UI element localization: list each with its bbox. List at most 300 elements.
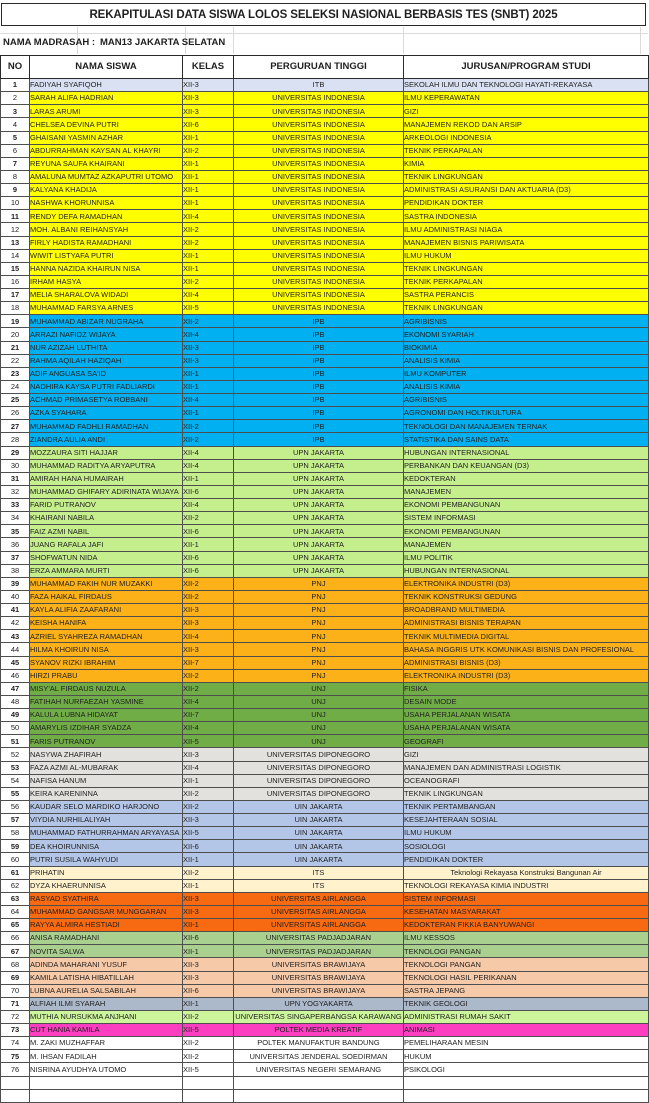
cell-kelas: XII-2	[183, 669, 234, 682]
cell-kelas: XII-1	[183, 157, 234, 170]
cell-nama-siswa: FIRLY HADISTA RAMADHANI	[30, 236, 183, 249]
table-row	[1, 538, 649, 551]
cell-kelas: XII-4	[183, 499, 234, 512]
cell-kelas: XII-1	[183, 249, 234, 262]
table-row	[1, 1076, 649, 1089]
table-row	[1, 866, 649, 879]
table-row	[1, 197, 649, 210]
cell-nama-siswa: MUHAMMAD FAKIH NUR MUZAKKI	[30, 577, 183, 590]
cell-perguruan-tinggi: IPB	[234, 328, 404, 341]
cell-nama-siswa: LARAS ARUMI	[30, 105, 183, 118]
cell-kelas: XII-2	[183, 1050, 234, 1063]
cell-nama-siswa: ERZA AMMARA MURTI	[30, 564, 183, 577]
cell-perguruan-tinggi: ITB	[234, 79, 404, 92]
cell-perguruan-tinggi: UNIVERSITAS DIPONEGORO	[234, 748, 404, 761]
cell-nama-siswa: SARAH ALIFA HADRIAN	[30, 92, 183, 105]
cell-no: 59	[1, 840, 30, 853]
cell-perguruan-tinggi: UNIVERSITAS INDONESIA	[234, 262, 404, 275]
cell-kelas: XII-6	[183, 564, 234, 577]
cell-jurusan: FISIKA	[404, 682, 649, 695]
cell-no: 73	[1, 1024, 30, 1037]
cell-perguruan-tinggi: UIN JAKARTA	[234, 827, 404, 840]
cell-no: 65	[1, 919, 30, 932]
cell-kelas: XII-1	[183, 184, 234, 197]
page-title: REKAPITULASI DATA SISWA LOLOS SELEKSI NASIONAL BERBASIS TES (SNBT) 2025	[1, 3, 646, 26]
cell-perguruan-tinggi: UPN JAKARTA	[234, 459, 404, 472]
cell-kelas: XII-2	[183, 682, 234, 695]
cell-perguruan-tinggi: UNIVERSITAS BRAWIJAYA	[234, 958, 404, 971]
cell-jurusan: PERBANKAN DAN KEUANGAN (D3)	[404, 459, 649, 472]
cell-perguruan-tinggi: UPN JAKARTA	[234, 551, 404, 564]
cell-kelas: XII-3	[183, 105, 234, 118]
table-row	[1, 354, 649, 367]
cell-nama-siswa: SHOFWATUN NIDA	[30, 551, 183, 564]
cell-no: 46	[1, 669, 30, 682]
cell-jurusan: SASTRA INDONESIA	[404, 210, 649, 223]
table-row	[1, 695, 649, 708]
cell-no	[1, 1089, 30, 1102]
cell-perguruan-tinggi: IPB	[234, 367, 404, 380]
cell-jurusan: HUKUM	[404, 1050, 649, 1063]
cell-nama-siswa: NASYWA ZHAFIRAH	[30, 748, 183, 761]
cell-perguruan-tinggi: IPB	[234, 394, 404, 407]
cell-perguruan-tinggi: UNIVERSITAS PADJADJARAN	[234, 932, 404, 945]
cell-no: 9	[1, 184, 30, 197]
cell-kelas: XII-3	[183, 341, 234, 354]
madrasah-value: MAN13 JAKARTA SELATAN	[100, 37, 226, 48]
cell-jurusan: AGRONOMI DAN HOLTIKULTURA	[404, 407, 649, 420]
cell-kelas: XII-6	[183, 840, 234, 853]
table-row	[1, 394, 649, 407]
cell-no: 54	[1, 774, 30, 787]
cell-jurusan: TEKNIK PERKAPALAN	[404, 144, 649, 157]
cell-no: 2	[1, 92, 30, 105]
table-row	[1, 840, 649, 853]
cell-perguruan-tinggi: PNJ	[234, 669, 404, 682]
cell-no: 11	[1, 210, 30, 223]
cell-jurusan: TEKNIK LINGKUNGAN	[404, 787, 649, 800]
cell-perguruan-tinggi: UNIVERSITAS SINGAPERBANGSA KARAWANG	[234, 1010, 404, 1023]
cell-no: 68	[1, 958, 30, 971]
cell-nama-siswa: NOVITA SALWA	[30, 945, 183, 958]
cell-jurusan: ILMU HUKUM	[404, 827, 649, 840]
cell-nama-siswa: FAZA HAIKAL FIRDAUS	[30, 590, 183, 603]
cell-kelas: XII-3	[183, 643, 234, 656]
table-row	[1, 590, 649, 603]
cell-jurusan: ILMU HUKUM	[404, 249, 649, 262]
cell-kelas: XII-2	[183, 275, 234, 288]
cell-perguruan-tinggi: UNIVERSITAS BRAWIJAYA	[234, 971, 404, 984]
cell-nama-siswa: MUHAMMAD ABIZAR NUGRAHA	[30, 315, 183, 328]
cell-no: 4	[1, 118, 30, 131]
table-row	[1, 485, 649, 498]
cell-jurusan: EKONOMI PEMBANGUNAN	[404, 525, 649, 538]
cell-jurusan: ELEKTRONIKA INDUSTRI (D3)	[404, 577, 649, 590]
table-row	[1, 499, 649, 512]
table-row	[1, 131, 649, 144]
table-row	[1, 92, 649, 105]
cell-perguruan-tinggi: UNIVERSITAS INDONESIA	[234, 170, 404, 183]
cell-no: 51	[1, 735, 30, 748]
cell-jurusan: ILMU KOMPUTER	[404, 367, 649, 380]
cell-nama-siswa: MUTHIA NURSUKMA ANJHANI	[30, 1010, 183, 1023]
cell-jurusan: BAHASA INGGRIS UTK KOMUNIKASI BISNIS DAN PROFESIONAL	[404, 643, 649, 656]
cell-perguruan-tinggi: UNIVERSITAS INDONESIA	[234, 118, 404, 131]
cell-nama-siswa: IRHAM HASYA	[30, 275, 183, 288]
cell-nama-siswa: FAIZ AZMI NABIL	[30, 525, 183, 538]
table-row	[1, 1024, 649, 1037]
table-row	[1, 105, 649, 118]
cell-nama-siswa: ALFIAH ILMI SYARAH	[30, 997, 183, 1010]
cell-perguruan-tinggi: UIN JAKARTA	[234, 814, 404, 827]
cell-no: 32	[1, 485, 30, 498]
table-row	[1, 919, 649, 932]
cell-jurusan: ELEKTRONIKA INDUSTRI (D3)	[404, 669, 649, 682]
cell-no: 12	[1, 223, 30, 236]
cell-nama-siswa: AZRIEL SYAHREZA RAMADHAN	[30, 630, 183, 643]
cell-perguruan-tinggi: UNIVERSITAS INDONESIA	[234, 210, 404, 223]
cell-kelas: XII-4	[183, 394, 234, 407]
cell-no: 20	[1, 328, 30, 341]
table-row	[1, 669, 649, 682]
cell-perguruan-tinggi: UPN JAKARTA	[234, 485, 404, 498]
cell-no: 64	[1, 905, 30, 918]
cell-jurusan: HUBUNGAN INTERNASIONAL	[404, 446, 649, 459]
cell-nama-siswa: FADIYAH SYAFIQOH	[30, 79, 183, 92]
cell-no: 37	[1, 551, 30, 564]
cell-kelas: XII-4	[183, 761, 234, 774]
cell-jurusan	[404, 1076, 649, 1089]
cell-kelas: XII-6	[183, 551, 234, 564]
cell-no: 30	[1, 459, 30, 472]
cell-perguruan-tinggi: IPB	[234, 407, 404, 420]
cell-nama-siswa: NISRINA AYUDHYA UTOMO	[30, 1063, 183, 1076]
cell-nama-siswa: KAMILA LATISHA HIBATILLAH	[30, 971, 183, 984]
table-row	[1, 827, 649, 840]
table-row	[1, 433, 649, 446]
cell-perguruan-tinggi: UNIVERSITAS INDONESIA	[234, 157, 404, 170]
student-table-body	[1, 79, 649, 1103]
cell-perguruan-tinggi: PNJ	[234, 617, 404, 630]
cell-nama-siswa: LUBNA AURELIA SALSABILAH	[30, 984, 183, 997]
table-row	[1, 853, 649, 866]
cell-nama-siswa: GHAISANI YASMIN AZHAR	[30, 131, 183, 144]
cell-no: 52	[1, 748, 30, 761]
table-row	[1, 800, 649, 813]
cell-jurusan: TEKNIK KONSTRUKSI GEDUNG	[404, 590, 649, 603]
cell-jurusan: TEKNOLOGI HASIL PERIKANAN	[404, 971, 649, 984]
cell-nama-siswa: MUHAMMAD FARSYA ARNES	[30, 302, 183, 315]
cell-no: 41	[1, 604, 30, 617]
cell-no: 76	[1, 1063, 30, 1076]
cell-no: 53	[1, 761, 30, 774]
cell-kelas: XII-2	[183, 866, 234, 879]
cell-jurusan: KESEHATAN MASYARAKAT	[404, 905, 649, 918]
cell-nama-siswa: DYZA KHAERUNNISA	[30, 879, 183, 892]
cell-nama-siswa: FARIS PUTRANOV	[30, 735, 183, 748]
table-row	[1, 262, 649, 275]
cell-jurusan: KEDOKTERAN FIKKIA BANYUWANGI	[404, 919, 649, 932]
cell-kelas	[183, 1076, 234, 1089]
cell-nama-siswa: AMIRAH HANA HUMAIRAH	[30, 472, 183, 485]
cell-perguruan-tinggi: UNIVERSITAS INDONESIA	[234, 275, 404, 288]
cell-nama-siswa: ABDURRAHMAN KAYSAN AL KHAYRI	[30, 144, 183, 157]
cell-jurusan: TEKNIK LINGKUNGAN	[404, 170, 649, 183]
table-row	[1, 367, 649, 380]
table-row	[1, 958, 649, 971]
cell-nama-siswa: ADIF ANGUASA SA'ID	[30, 367, 183, 380]
cell-kelas: XII-3	[183, 905, 234, 918]
cell-perguruan-tinggi: PNJ	[234, 643, 404, 656]
cell-nama-siswa: MELIA SHARALOVA WIDADI	[30, 289, 183, 302]
table-row	[1, 1063, 649, 1076]
cell-nama-siswa: MOZZAURA SITI HAJJAR	[30, 446, 183, 459]
cell-perguruan-tinggi: UNIVERSITAS AIRLANGGA	[234, 919, 404, 932]
cell-no: 47	[1, 682, 30, 695]
cell-no: 50	[1, 722, 30, 735]
cell-jurusan: ILMU KESSOS	[404, 932, 649, 945]
cell-nama-siswa: KALYANA KHADIJA	[30, 184, 183, 197]
cell-kelas: XII-2	[183, 223, 234, 236]
header-jurusan: JURUSAN/PROGRAM STUDI	[404, 56, 649, 79]
cell-jurusan: KEDOKTERAN	[404, 472, 649, 485]
cell-jurusan: Teknologi Rekayasa Konstruksi Bangunan Air	[404, 866, 649, 879]
cell-no: 14	[1, 249, 30, 262]
cell-perguruan-tinggi: UPN JAKARTA	[234, 525, 404, 538]
cell-perguruan-tinggi: UPN JAKARTA	[234, 564, 404, 577]
cell-kelas: XII-6	[183, 984, 234, 997]
cell-jurusan: USAHA PERJALANAN WISATA	[404, 709, 649, 722]
cell-nama-siswa: ANISA RAMADHANI	[30, 932, 183, 945]
cell-kelas: XII-4	[183, 210, 234, 223]
cell-kelas: XII-6	[183, 118, 234, 131]
table-row	[1, 184, 649, 197]
cell-kelas: XII-1	[183, 997, 234, 1010]
cell-jurusan: ILMU POLITIK	[404, 551, 649, 564]
madrasah-label: NAMA MADRASAH :	[3, 37, 95, 48]
cell-no: 21	[1, 341, 30, 354]
cell-kelas: XII-1	[183, 367, 234, 380]
cell-nama-siswa: MUHAMMAD GANGSAR MUNGGARAN	[30, 905, 183, 918]
cell-nama-siswa: MUHAMMAD RADITYA ARYAPUTRA	[30, 459, 183, 472]
cell-nama-siswa: HILMA KHOIRUN NISA	[30, 643, 183, 656]
table-row	[1, 551, 649, 564]
cell-jurusan: TEKNIK LINGKUNGAN	[404, 262, 649, 275]
cell-kelas: XII-6	[183, 485, 234, 498]
cell-no: 71	[1, 997, 30, 1010]
student-table	[0, 55, 649, 1103]
cell-nama-siswa: DEA KHOIRUNNISA	[30, 840, 183, 853]
cell-jurusan: ADMINISTRASI BISNIS (D3)	[404, 656, 649, 669]
cell-nama-siswa: JUANG RAFALA JAFI	[30, 538, 183, 551]
cell-perguruan-tinggi: UNIVERSITAS AIRLANGGA	[234, 892, 404, 905]
cell-kelas: XII-1	[183, 131, 234, 144]
table-row	[1, 420, 649, 433]
cell-perguruan-tinggi: IPB	[234, 433, 404, 446]
cell-no: 70	[1, 984, 30, 997]
cell-perguruan-tinggi: UNIVERSITAS INDONESIA	[234, 144, 404, 157]
cell-kelas: XII-3	[183, 92, 234, 105]
cell-nama-siswa: MUHAMMAD FATHURRAHMAN ARYAYASA	[30, 827, 183, 840]
cell-perguruan-tinggi: UNIVERSITAS INDONESIA	[234, 289, 404, 302]
cell-nama-siswa: KAUDAR SELO MARDIKO HARJONO	[30, 800, 183, 813]
cell-nama-siswa: PUTRI SUSILA WAHYUDI	[30, 853, 183, 866]
cell-kelas: XII-3	[183, 971, 234, 984]
cell-jurusan: ADMINISTRASI RUMAH SAKIT	[404, 1010, 649, 1023]
cell-jurusan: GIZI	[404, 748, 649, 761]
cell-kelas: XII-4	[183, 695, 234, 708]
cell-nama-siswa: KEISHA HANIFA	[30, 617, 183, 630]
cell-nama-siswa: HANNA NAZIDA KHAIRUN NISA	[30, 262, 183, 275]
cell-no: 66	[1, 932, 30, 945]
cell-no: 55	[1, 787, 30, 800]
cell-kelas: XII-1	[183, 538, 234, 551]
cell-nama-siswa: FAZA AZMI AL-MUBARAK	[30, 761, 183, 774]
cell-jurusan: ILMU KEPERAWATAN	[404, 92, 649, 105]
table-row	[1, 656, 649, 669]
cell-kelas: XII-1	[183, 774, 234, 787]
cell-no: 56	[1, 800, 30, 813]
cell-perguruan-tinggi: UPN JAKARTA	[234, 472, 404, 485]
cell-kelas: XII-3	[183, 79, 234, 92]
cell-no: 67	[1, 945, 30, 958]
cell-kelas: XII-2	[183, 433, 234, 446]
cell-kelas: XII-2	[183, 577, 234, 590]
cell-kelas: XII-4	[183, 328, 234, 341]
cell-no: 74	[1, 1037, 30, 1050]
table-row	[1, 735, 649, 748]
table-row	[1, 630, 649, 643]
cell-nama-siswa: CHELSEA DEVINA PUTRI	[30, 118, 183, 131]
cell-no: 43	[1, 630, 30, 643]
cell-kelas: XII-1	[183, 853, 234, 866]
table-row	[1, 577, 649, 590]
table-row	[1, 1037, 649, 1050]
cell-no: 28	[1, 433, 30, 446]
cell-jurusan: MANAJEMEN BISNIS PARIWISATA	[404, 236, 649, 249]
cell-nama-siswa: KEIRA KARENINNA	[30, 787, 183, 800]
cell-perguruan-tinggi: UNIVERSITAS PADJADJARAN	[234, 945, 404, 958]
cell-kelas: XII-3	[183, 748, 234, 761]
table-row	[1, 1089, 649, 1102]
cell-nama-siswa: AMARYLIS IZDIHAR SYADZA	[30, 722, 183, 735]
cell-kelas: XII-1	[183, 879, 234, 892]
table-row	[1, 512, 649, 525]
cell-nama-siswa: WIWIT LISTYAFA PUTRI	[30, 249, 183, 262]
cell-perguruan-tinggi	[234, 1076, 404, 1089]
table-row	[1, 525, 649, 538]
cell-kelas	[183, 1089, 234, 1102]
cell-nama-siswa: ADINDA MAHARANI YUSUF	[30, 958, 183, 971]
cell-no: 18	[1, 302, 30, 315]
cell-nama-siswa: FATIHAH NURFAEZAH YASMINE	[30, 695, 183, 708]
cell-kelas: XII-5	[183, 735, 234, 748]
cell-jurusan: BROADBRAND MULTIMEDIA	[404, 604, 649, 617]
cell-nama-siswa: SYANOV RIZKI IBRAHIM	[30, 656, 183, 669]
cell-jurusan: KESEJAHTERAAN SOSIAL	[404, 814, 649, 827]
cell-perguruan-tinggi: ITS	[234, 866, 404, 879]
cell-no: 6	[1, 144, 30, 157]
table-row	[1, 643, 649, 656]
cell-perguruan-tinggi: PNJ	[234, 656, 404, 669]
table-row	[1, 682, 649, 695]
cell-jurusan: GEOGRAFI	[404, 735, 649, 748]
cell-nama-siswa	[30, 1089, 183, 1102]
cell-perguruan-tinggi: UNIVERSITAS INDONESIA	[234, 236, 404, 249]
cell-jurusan: TEKNOLOGI PANGAN	[404, 945, 649, 958]
cell-no: 3	[1, 105, 30, 118]
cell-jurusan: PENDIDIKAN DOKTER	[404, 853, 649, 866]
cell-perguruan-tinggi: UNIVERSITAS BRAWIJAYA	[234, 984, 404, 997]
cell-kelas: XII-2	[183, 800, 234, 813]
cell-perguruan-tinggi: UNIVERSITAS INDONESIA	[234, 184, 404, 197]
table-row	[1, 905, 649, 918]
cell-jurusan: EKONOMI SYARIAH	[404, 328, 649, 341]
cell-nama-siswa: HIRZI PRABU	[30, 669, 183, 682]
cell-nama-siswa: MUHAMMAD FADHLI RAMADHAN	[30, 420, 183, 433]
cell-no: 39	[1, 577, 30, 590]
cell-no: 23	[1, 367, 30, 380]
cell-no: 17	[1, 289, 30, 302]
cell-no: 61	[1, 866, 30, 879]
cell-no: 8	[1, 170, 30, 183]
table-row	[1, 157, 649, 170]
cell-perguruan-tinggi	[234, 1089, 404, 1102]
cell-no: 35	[1, 525, 30, 538]
cell-no: 16	[1, 275, 30, 288]
cell-jurusan: PSIKOLOGI	[404, 1063, 649, 1076]
cell-kelas: XII-3	[183, 604, 234, 617]
cell-no: 57	[1, 814, 30, 827]
cell-kelas: XII-5	[183, 302, 234, 315]
table-row	[1, 328, 649, 341]
cell-nama-siswa: KHAIRANI NABILA	[30, 512, 183, 525]
cell-jurusan: PENDIDIKAN DOKTER	[404, 197, 649, 210]
cell-jurusan: KIMIA	[404, 157, 649, 170]
cell-jurusan: ANALISIS KIMIA	[404, 354, 649, 367]
cell-jurusan: MANAJEMEN DAN ADMINISTRASI LOGISTIK	[404, 761, 649, 774]
cell-perguruan-tinggi: UNJ	[234, 709, 404, 722]
header-perguruan-tinggi: PERGURUAN TINGGI	[234, 56, 404, 79]
cell-jurusan: OCEANOGRAFI	[404, 774, 649, 787]
cell-no: 10	[1, 197, 30, 210]
cell-kelas: XII-1	[183, 407, 234, 420]
cell-perguruan-tinggi: UNIVERSITAS AIRLANGGA	[234, 905, 404, 918]
cell-no: 62	[1, 879, 30, 892]
cell-no: 25	[1, 394, 30, 407]
cell-kelas: XII-2	[183, 1010, 234, 1023]
header-kelas: KELAS	[183, 56, 234, 79]
cell-kelas: XII-3	[183, 617, 234, 630]
cell-perguruan-tinggi: POLTEK MEDIA KREATIF	[234, 1024, 404, 1037]
cell-no: 69	[1, 971, 30, 984]
cell-perguruan-tinggi: UPN JAKARTA	[234, 512, 404, 525]
cell-jurusan: TEKNOLOGI PANGAN	[404, 958, 649, 971]
table-row	[1, 722, 649, 735]
cell-no: 27	[1, 420, 30, 433]
cell-no: 15	[1, 262, 30, 275]
table-row	[1, 289, 649, 302]
cell-jurusan: SISTEM INFORMASI	[404, 512, 649, 525]
cell-jurusan: TEKNOLOGI DAN MANAJEMEN TERNAK	[404, 420, 649, 433]
cell-perguruan-tinggi: PNJ	[234, 590, 404, 603]
table-row	[1, 170, 649, 183]
cell-no: 29	[1, 446, 30, 459]
cell-nama-siswa: FARID PUTRANOV	[30, 499, 183, 512]
table-row	[1, 814, 649, 827]
cell-kelas: XII-4	[183, 459, 234, 472]
table-row	[1, 945, 649, 958]
